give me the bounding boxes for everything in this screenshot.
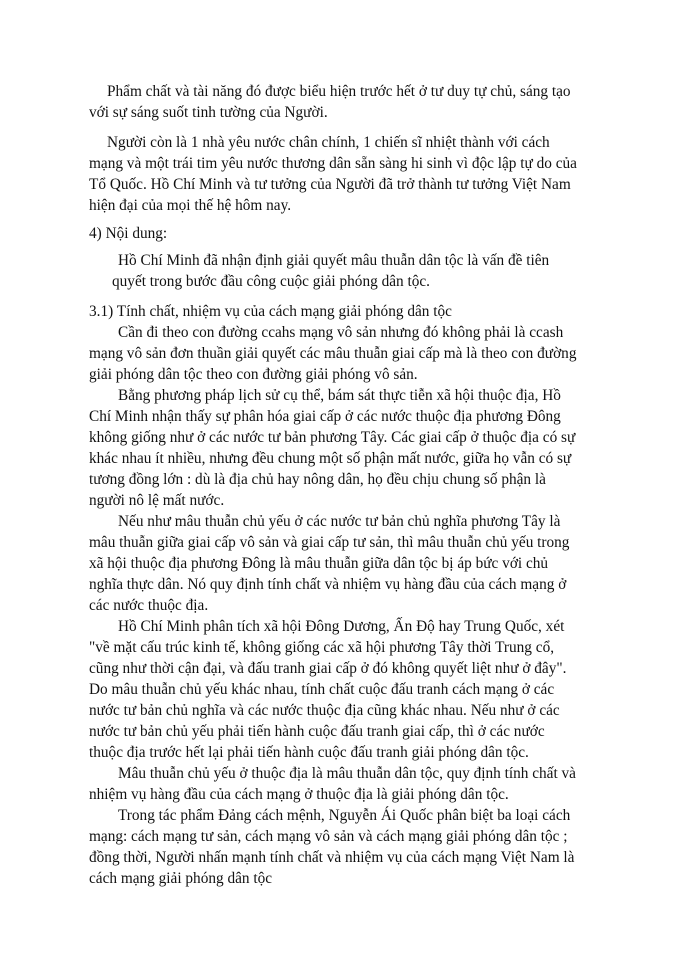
paragraph-line: Cần đi theo con đường ccahs mạng vô sản nhưng đó không phải là ccash — [118, 324, 564, 341]
paragraph-line: Bằng phương pháp lịch sử cụ thể, bám sát thực tiễn xã hội thuộc địa, Hồ — [118, 387, 561, 404]
paragraph-line: Mâu thuẫn chủ yếu ở thuộc địa là mâu thuẫn dân tộc, quy định tính chất và — [118, 765, 576, 782]
paragraph-line: người nô lệ mất nước. — [89, 492, 225, 509]
paragraph-line: giải phóng dân tộc theo con đường giải phóng vô sản. — [89, 366, 418, 383]
paragraph-line: quyết trong bước đầu công cuộc giải phóng dân tộc. — [112, 273, 430, 290]
paragraph-line: nước tư bản chủ yếu phải tiến hành cuộc đấu tranh giai cấp, thì ở các nước — [89, 723, 545, 740]
paragraph-line: xã hội thuộc địa phương Đông là mâu thuẫn giữa dân tộc bị áp bức với chủ — [89, 555, 549, 572]
paragraph-line: Người còn là 1 nhà yêu nước chân chính, 1 chiến sĩ nhiệt thành với cách — [107, 134, 550, 151]
paragraph-line: cũng như thời cận đại, và đấu tranh giai cấp ở đó không quyết liệt như ở đây". — [89, 660, 567, 677]
paragraph-line: Tổ Quốc. Hồ Chí Minh và tư tưởng của Người đã trở thành tư tưởng Việt Nam — [89, 176, 571, 193]
paragraph-line: Hồ Chí Minh phân tích xã hội Đông Dương, Ấn Độ hay Trung Quốc, xét — [118, 618, 565, 635]
subsection-heading: 3.1) Tính chất, nhiệm vụ của cách mạng giải phóng dân tộc — [89, 303, 452, 320]
paragraph-line: Hồ Chí Minh đã nhận định giải quyết mâu thuẫn dân tộc là vấn đề tiên — [118, 252, 550, 269]
paragraph-line: mâu thuẫn giữa giai cấp vô sản và giai cấp tư sản, thì mâu thuẫn chủ yếu trong — [89, 534, 570, 551]
paragraph-line: Nếu như mâu thuẫn chủ yếu ở các nước tư bản chủ nghĩa phương Tây là — [118, 513, 561, 530]
section-heading: 4) Nội dung: — [89, 225, 168, 242]
paragraph-line: với sự sáng suốt tinh tường của Người. — [89, 104, 328, 121]
paragraph-line: hiện đại của mọi thế hệ hôm nay. — [89, 197, 292, 214]
paragraph-line: không giống như ở các nước tư bản phương Tây. Các giai cấp ở thuộc địa có sự — [89, 429, 576, 446]
paragraph-line: mạng và một trái tim yêu nước thương dân sẵn sàng hi sinh vì độc lập tự do của — [89, 155, 577, 172]
paragraph-line: mạng: cách mạng tư sản, cách mạng vô sản và cách mạng giải phóng dân tộc ; — [89, 828, 568, 845]
paragraph-line: mạng vô sản đơn thuần giải quyết các mâu thuẫn giai cấp mà là theo con đường — [89, 345, 577, 362]
paragraph-line: nước tư bản chủ nghĩa và các nước thuộc địa cũng khác nhau. Nếu như ở các — [89, 702, 560, 719]
paragraph-line: đồng thời, Người nhấn mạnh tính chất và nhiệm vụ của cách mạng Việt Nam là — [89, 849, 575, 866]
paragraph-line: nghĩa thực dân. Nó quy định tính chất và nhiệm vụ hàng đầu của cách mạng ở — [89, 576, 567, 593]
paragraph-line: nhiệm vụ hàng đầu của cách mạng ở thuộc địa là giải phóng dân tộc. — [89, 786, 509, 803]
paragraph-line: tương đồng lớn : dù là địa chủ hay nông dân, họ đều chịu chung số phận là — [89, 471, 546, 488]
paragraph-line: Phẩm chất và tài năng đó được biểu hiện trước hết ở tư duy tự chủ, sáng tạo — [107, 83, 571, 100]
paragraph-line: khác nhau ít nhiều, nhưng đều chung một số phận mất nước, giữa họ vẫn có sự — [89, 450, 572, 467]
paragraph-line: Do mâu thuẫn chủ yếu khác nhau, tính chất cuộc đấu tranh cách mạng ở các — [89, 681, 555, 698]
paragraph-line: thuộc địa trước hết lại phải tiến hành cuộc đấu tranh giải phóng dân tộc. — [89, 744, 529, 761]
paragraph-line: Trong tác phẩm Đảng cách mệnh, Nguyễn Ái Quốc phân biệt ba loại cách — [118, 807, 571, 824]
paragraph-line: cách mạng giải phóng dân tộc — [89, 870, 273, 887]
paragraph-line: Chí Minh nhận thấy sự phân hóa giai cấp ở các nước thuộc địa phương Đông — [89, 408, 561, 425]
paragraph-line: "về mặt cấu trúc kinh tế, không giống các xã hội phương Tây thời Trung cổ, — [89, 639, 555, 656]
paragraph-line: các nước thuộc địa. — [89, 597, 209, 614]
